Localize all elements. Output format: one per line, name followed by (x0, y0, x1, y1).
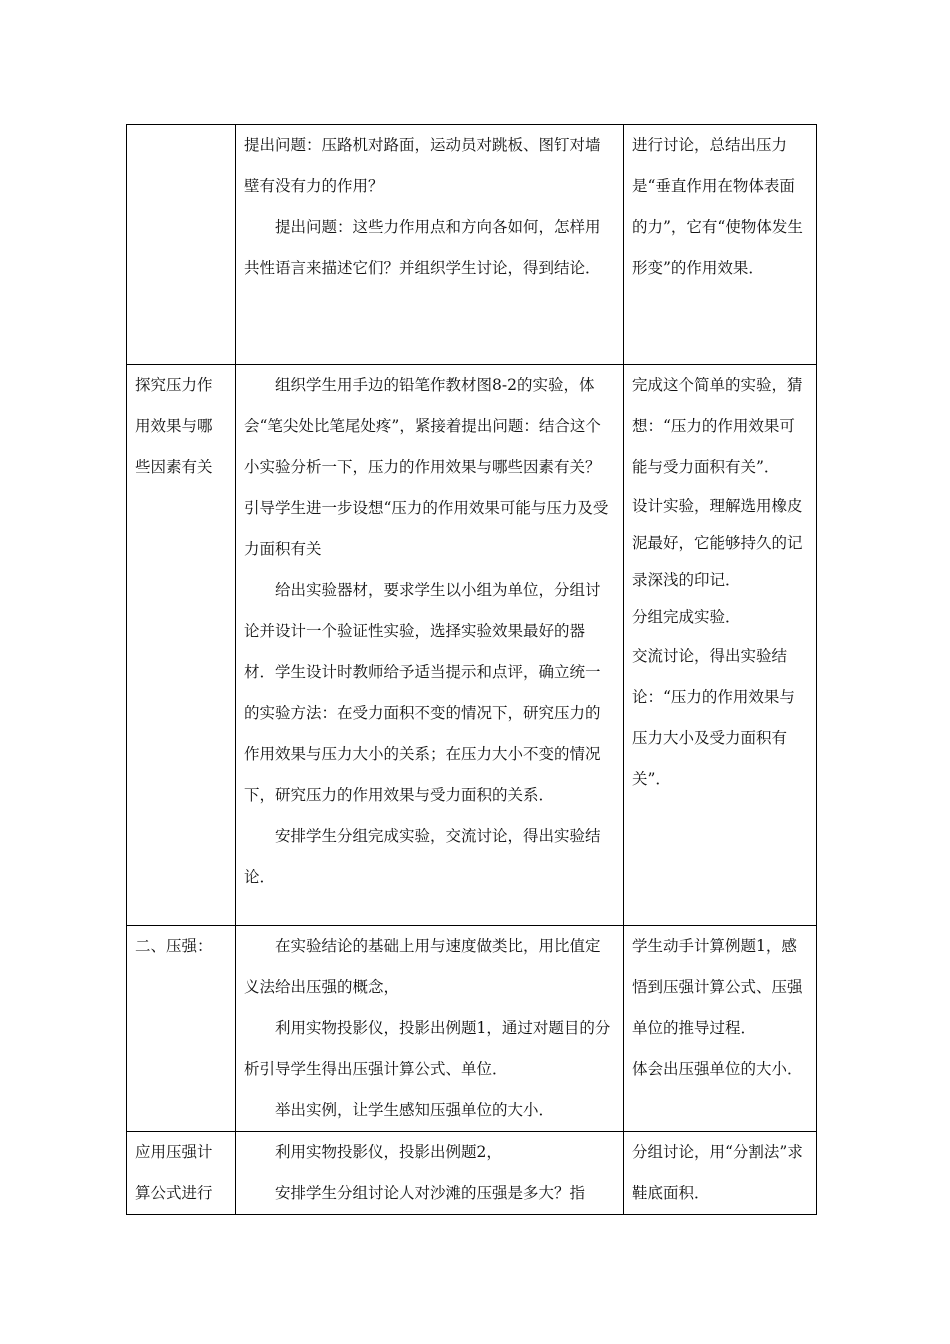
teacher-activity-cell (236, 1132, 624, 1215)
paragraph: 提出问题：压路机对路面，运动员对跳板、图钉对墙壁有没有力的作用？ (244, 136, 601, 195)
paragraph: 学生动手计算例题1，感悟到压强计算公式、压强单位的推导过程． (632, 937, 803, 1037)
stage-cell: 探究压力作用效果与哪些因素有关 (127, 365, 236, 926)
table-row (127, 1132, 817, 1215)
stage-cell (127, 125, 236, 365)
paragraph: 利用实物投影仪，投影出例题1，通过对题目的分析引导学生得出压强计算公式、单位． (244, 1019, 611, 1078)
paragraph: 交流讨论，得出实验结论：“压力的作用效果与压力大小及受力面积有关”． (632, 647, 795, 788)
stage-cell: 二、压强： (127, 926, 236, 1132)
paragraph: 完成这个简单的实验，猜想：“压力的作用效果可能与受力面积有关”． (632, 376, 803, 476)
paragraph: 进行讨论，总结出压力是“垂直作用在物体表面的力”，它有“使物体发生形变”的作用效果． (632, 136, 803, 277)
teacher-activity-cell (236, 365, 624, 926)
paragraph: 利用实物投影仪，投影出例题2， (275, 1143, 502, 1161)
student-activity-cell (624, 365, 817, 926)
stage-cell: 应用压强计算公式进行 (127, 1132, 236, 1215)
paragraph: 提出问题：这些力作用点和方向各如何，怎样用共性语言来描述它们？并组织学生讨论，得到结论． (244, 218, 601, 277)
teacher-activity-cell (236, 125, 624, 365)
student-activity-cell (624, 926, 817, 1132)
student-activity-cell (624, 125, 817, 365)
paragraph: 分组完成实验． (632, 608, 741, 626)
paragraph: 体会出压强单位的大小． (632, 1060, 803, 1078)
paragraph: 安排学生分组讨论人对沙滩的压强是多大？指 (275, 1184, 586, 1202)
paragraph: 设计实验，理解选用橡皮泥最好，它能够持久的记录深浅的印记． (632, 497, 803, 589)
teacher-activity-cell (236, 926, 624, 1132)
lesson-plan-table (126, 124, 817, 1215)
table-row (127, 365, 817, 926)
paragraph: 举出实例，让学生感知压强单位的大小． (275, 1101, 555, 1119)
table-row (127, 926, 817, 1132)
paragraph: 分组讨论，用“分割法”求鞋底面积． (632, 1143, 803, 1202)
table-row (127, 125, 817, 365)
paragraph: 安排学生分组完成实验，交流讨论，得出实验结论． (244, 827, 601, 886)
paragraph: 给出实验器材，要求学生以小组为单位，分组讨论并设计一个验证性实验，选择实验效果最好的器材．学生设计时教师给予适当提示和点评，确立统一的实验方法：在受力面积不变的情况下，研究压力的作用效果与压力大小的关系；在压力大小不变的情况下，研究压力的作用效果与受力面积的关系． (244, 581, 601, 804)
paragraph: 组织学生用手边的铅笔作教材图8-2的实验，体会“笔尖处比笔尾处疼”，紧接着提出问题：结合这个小实验分析一下，压力的作用效果与哪些因素有关？引导学生进一步设想“压力的作用效果可能与压力及受力面积有关 (244, 376, 609, 558)
paragraph: 在实验结论的基础上用与速度做类比，用比值定义法给出压强的概念， (244, 937, 601, 996)
student-activity-cell (624, 1132, 817, 1215)
